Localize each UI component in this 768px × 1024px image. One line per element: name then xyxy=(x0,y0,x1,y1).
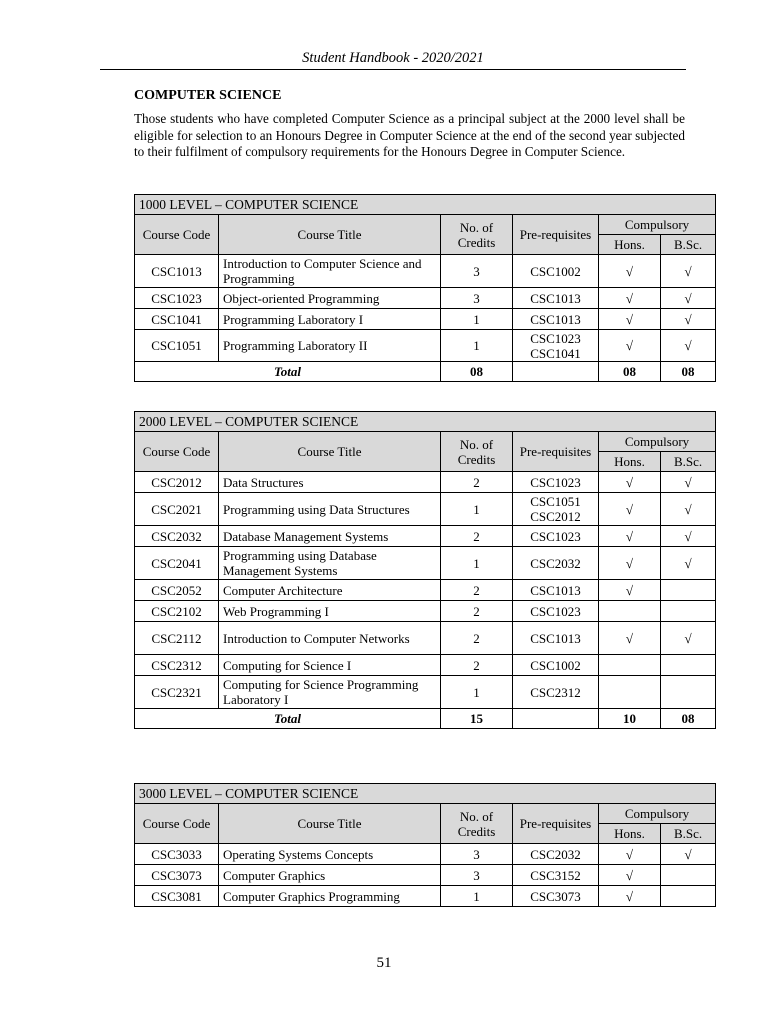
header-rule xyxy=(100,69,686,70)
col-prerequisites: Pre-requisites xyxy=(513,432,599,472)
bsc-check xyxy=(661,865,716,886)
table-row xyxy=(135,472,716,493)
course-title: Data Structures xyxy=(219,472,441,493)
course-title: Programming Laboratory II xyxy=(219,330,441,362)
page-header: Student Handbook - 2020/2021 xyxy=(302,50,484,66)
course-credits: 1 xyxy=(441,886,513,907)
course-credits: 1 xyxy=(441,493,513,526)
course-credits: 3 xyxy=(441,865,513,886)
table-row xyxy=(135,255,716,288)
course-title: Web Programming I xyxy=(219,601,441,622)
bsc-check: √ xyxy=(661,472,716,493)
intro-paragraph: Those students who have completed Computer Science as a principal subject at the 2000 level shall be eligible for selection to an Honours Degree in Computer Science at the end of the second year subjected to their fulfilment of compulsory requirements for the Honours Degree in Computer Science. xyxy=(134,111,685,159)
course-title: Programming Laboratory I xyxy=(219,309,441,330)
course-prereq: CSC1023 xyxy=(513,526,599,547)
course-credits: 2 xyxy=(441,472,513,493)
col-course-code: Course Code xyxy=(135,804,219,844)
bsc-check: √ xyxy=(661,526,716,547)
course-title: Database Management Systems xyxy=(219,526,441,547)
table-heading: 1000 LEVEL – COMPUTER SCIENCE xyxy=(135,195,716,215)
bsc-check xyxy=(661,601,716,622)
table-row xyxy=(135,493,716,526)
course-title: Programming using Database Management Systems xyxy=(219,547,441,580)
course-code: CSC2012 xyxy=(135,472,219,493)
col-compulsory: Compulsory xyxy=(599,804,716,824)
table-row xyxy=(135,676,716,709)
hons-check: √ xyxy=(599,255,661,288)
course-credits: 3 xyxy=(441,255,513,288)
table-row xyxy=(135,288,716,309)
bsc-check xyxy=(661,655,716,676)
course-credits: 2 xyxy=(441,655,513,676)
table-row xyxy=(135,330,716,362)
col-credits: No. of Credits xyxy=(441,215,513,255)
total-credits: 08 xyxy=(441,362,513,382)
hons-check: √ xyxy=(599,309,661,330)
table-row xyxy=(135,601,716,622)
course-code: CSC1023 xyxy=(135,288,219,309)
course-code: CSC3033 xyxy=(135,844,219,865)
page-number: 51 xyxy=(376,955,392,971)
course-prereq: CSC1051 CSC2012 xyxy=(513,493,599,526)
hons-check: √ xyxy=(599,330,661,362)
course-title: Computing for Science I xyxy=(219,655,441,676)
bsc-check: √ xyxy=(661,547,716,580)
table-row xyxy=(135,580,716,601)
course-credits: 1 xyxy=(441,676,513,709)
course-title: Computer Graphics Programming xyxy=(219,886,441,907)
course-credits: 1 xyxy=(441,309,513,330)
col-hons: Hons. xyxy=(599,235,661,255)
bsc-check: √ xyxy=(661,288,716,309)
hons-check: √ xyxy=(599,288,661,309)
course-title: Introduction to Computer Science and Programming xyxy=(219,255,441,288)
course-credits: 1 xyxy=(441,547,513,580)
hons-check xyxy=(599,676,661,709)
hons-check: √ xyxy=(599,844,661,865)
course-credits: 2 xyxy=(441,622,513,655)
course-prereq: CSC2032 xyxy=(513,844,599,865)
section-title: COMPUTER SCIENCE xyxy=(134,88,282,103)
bsc-check xyxy=(661,676,716,709)
course-credits: 3 xyxy=(441,844,513,865)
course-code: CSC2312 xyxy=(135,655,219,676)
total-credits: 15 xyxy=(441,709,513,729)
col-prerequisites: Pre-requisites xyxy=(513,215,599,255)
course-title: Operating Systems Concepts xyxy=(219,844,441,865)
table-row xyxy=(135,526,716,547)
total-hons: 08 xyxy=(599,362,661,382)
hons-check: √ xyxy=(599,580,661,601)
col-hons: Hons. xyxy=(599,452,661,472)
col-course-title: Course Title xyxy=(219,215,441,255)
course-credits: 2 xyxy=(441,601,513,622)
col-compulsory: Compulsory xyxy=(599,215,716,235)
course-prereq: CSC1023 xyxy=(513,472,599,493)
hons-check xyxy=(599,655,661,676)
course-prereq: CSC1013 xyxy=(513,288,599,309)
bsc-check: √ xyxy=(661,844,716,865)
course-title: Computing for Science Programming Laboratory I xyxy=(219,676,441,709)
course-credits: 3 xyxy=(441,288,513,309)
total-bsc: 08 xyxy=(661,362,716,382)
course-code: CSC2321 xyxy=(135,676,219,709)
total-prereq-empty xyxy=(513,709,599,729)
course-title: Computer Graphics xyxy=(219,865,441,886)
bsc-check xyxy=(661,580,716,601)
table-row xyxy=(135,886,716,907)
col-credits: No. of Credits xyxy=(441,804,513,844)
course-title: Programming using Data Structures xyxy=(219,493,441,526)
col-prerequisites: Pre-requisites xyxy=(513,804,599,844)
table-row xyxy=(135,547,716,580)
total-hons: 10 xyxy=(599,709,661,729)
course-code: CSC3081 xyxy=(135,886,219,907)
table-2000-level xyxy=(134,411,716,729)
course-code: CSC1051 xyxy=(135,330,219,362)
course-credits: 2 xyxy=(441,580,513,601)
course-credits: 1 xyxy=(441,330,513,362)
bsc-check xyxy=(661,886,716,907)
total-bsc: 08 xyxy=(661,709,716,729)
course-code: CSC1013 xyxy=(135,255,219,288)
course-code: CSC2021 xyxy=(135,493,219,526)
hons-check: √ xyxy=(599,547,661,580)
hons-check xyxy=(599,601,661,622)
hons-check: √ xyxy=(599,493,661,526)
table-row xyxy=(135,655,716,676)
course-prereq: CSC1013 xyxy=(513,580,599,601)
course-prereq: CSC1023 xyxy=(513,601,599,622)
course-prereq: CSC3073 xyxy=(513,886,599,907)
hons-check: √ xyxy=(599,622,661,655)
course-code: CSC2102 xyxy=(135,601,219,622)
hons-check: √ xyxy=(599,865,661,886)
total-row xyxy=(135,362,716,382)
bsc-check: √ xyxy=(661,255,716,288)
total-row xyxy=(135,709,716,729)
col-bsc: B.Sc. xyxy=(661,452,716,472)
course-prereq: CSC1023 CSC1041 xyxy=(513,330,599,362)
course-code: CSC2032 xyxy=(135,526,219,547)
hons-check: √ xyxy=(599,472,661,493)
course-prereq: CSC2032 xyxy=(513,547,599,580)
course-prereq: CSC1013 xyxy=(513,309,599,330)
hons-check: √ xyxy=(599,886,661,907)
course-prereq: CSC2312 xyxy=(513,676,599,709)
col-bsc: B.Sc. xyxy=(661,235,716,255)
col-course-code: Course Code xyxy=(135,432,219,472)
total-prereq-empty xyxy=(513,362,599,382)
total-label: Total xyxy=(135,709,441,729)
course-title: Object-oriented Programming xyxy=(219,288,441,309)
bsc-check: √ xyxy=(661,330,716,362)
course-prereq: CSC3152 xyxy=(513,865,599,886)
course-prereq: CSC1002 xyxy=(513,255,599,288)
total-label: Total xyxy=(135,362,441,382)
course-credits: 2 xyxy=(441,526,513,547)
table-1000-level xyxy=(134,194,716,382)
table-heading: 3000 LEVEL – COMPUTER SCIENCE xyxy=(135,784,716,804)
col-hons: Hons. xyxy=(599,824,661,844)
table-3000-level xyxy=(134,783,716,907)
bsc-check: √ xyxy=(661,309,716,330)
table-row xyxy=(135,622,716,655)
course-prereq: CSC1013 xyxy=(513,622,599,655)
course-code: CSC3073 xyxy=(135,865,219,886)
hons-check: √ xyxy=(599,526,661,547)
table-heading: 2000 LEVEL – COMPUTER SCIENCE xyxy=(135,412,716,432)
course-code: CSC2041 xyxy=(135,547,219,580)
course-title: Computer Architecture xyxy=(219,580,441,601)
col-course-title: Course Title xyxy=(219,432,441,472)
col-course-title: Course Title xyxy=(219,804,441,844)
bsc-check: √ xyxy=(661,493,716,526)
col-credits: No. of Credits xyxy=(441,432,513,472)
col-bsc: B.Sc. xyxy=(661,824,716,844)
course-code: CSC1041 xyxy=(135,309,219,330)
table-row xyxy=(135,865,716,886)
col-course-code: Course Code xyxy=(135,215,219,255)
course-prereq: CSC1002 xyxy=(513,655,599,676)
course-code: CSC2112 xyxy=(135,622,219,655)
col-compulsory: Compulsory xyxy=(599,432,716,452)
course-code: CSC2052 xyxy=(135,580,219,601)
bsc-check: √ xyxy=(661,622,716,655)
table-row xyxy=(135,309,716,330)
course-title: Introduction to Computer Networks xyxy=(219,622,441,655)
table-row xyxy=(135,844,716,865)
